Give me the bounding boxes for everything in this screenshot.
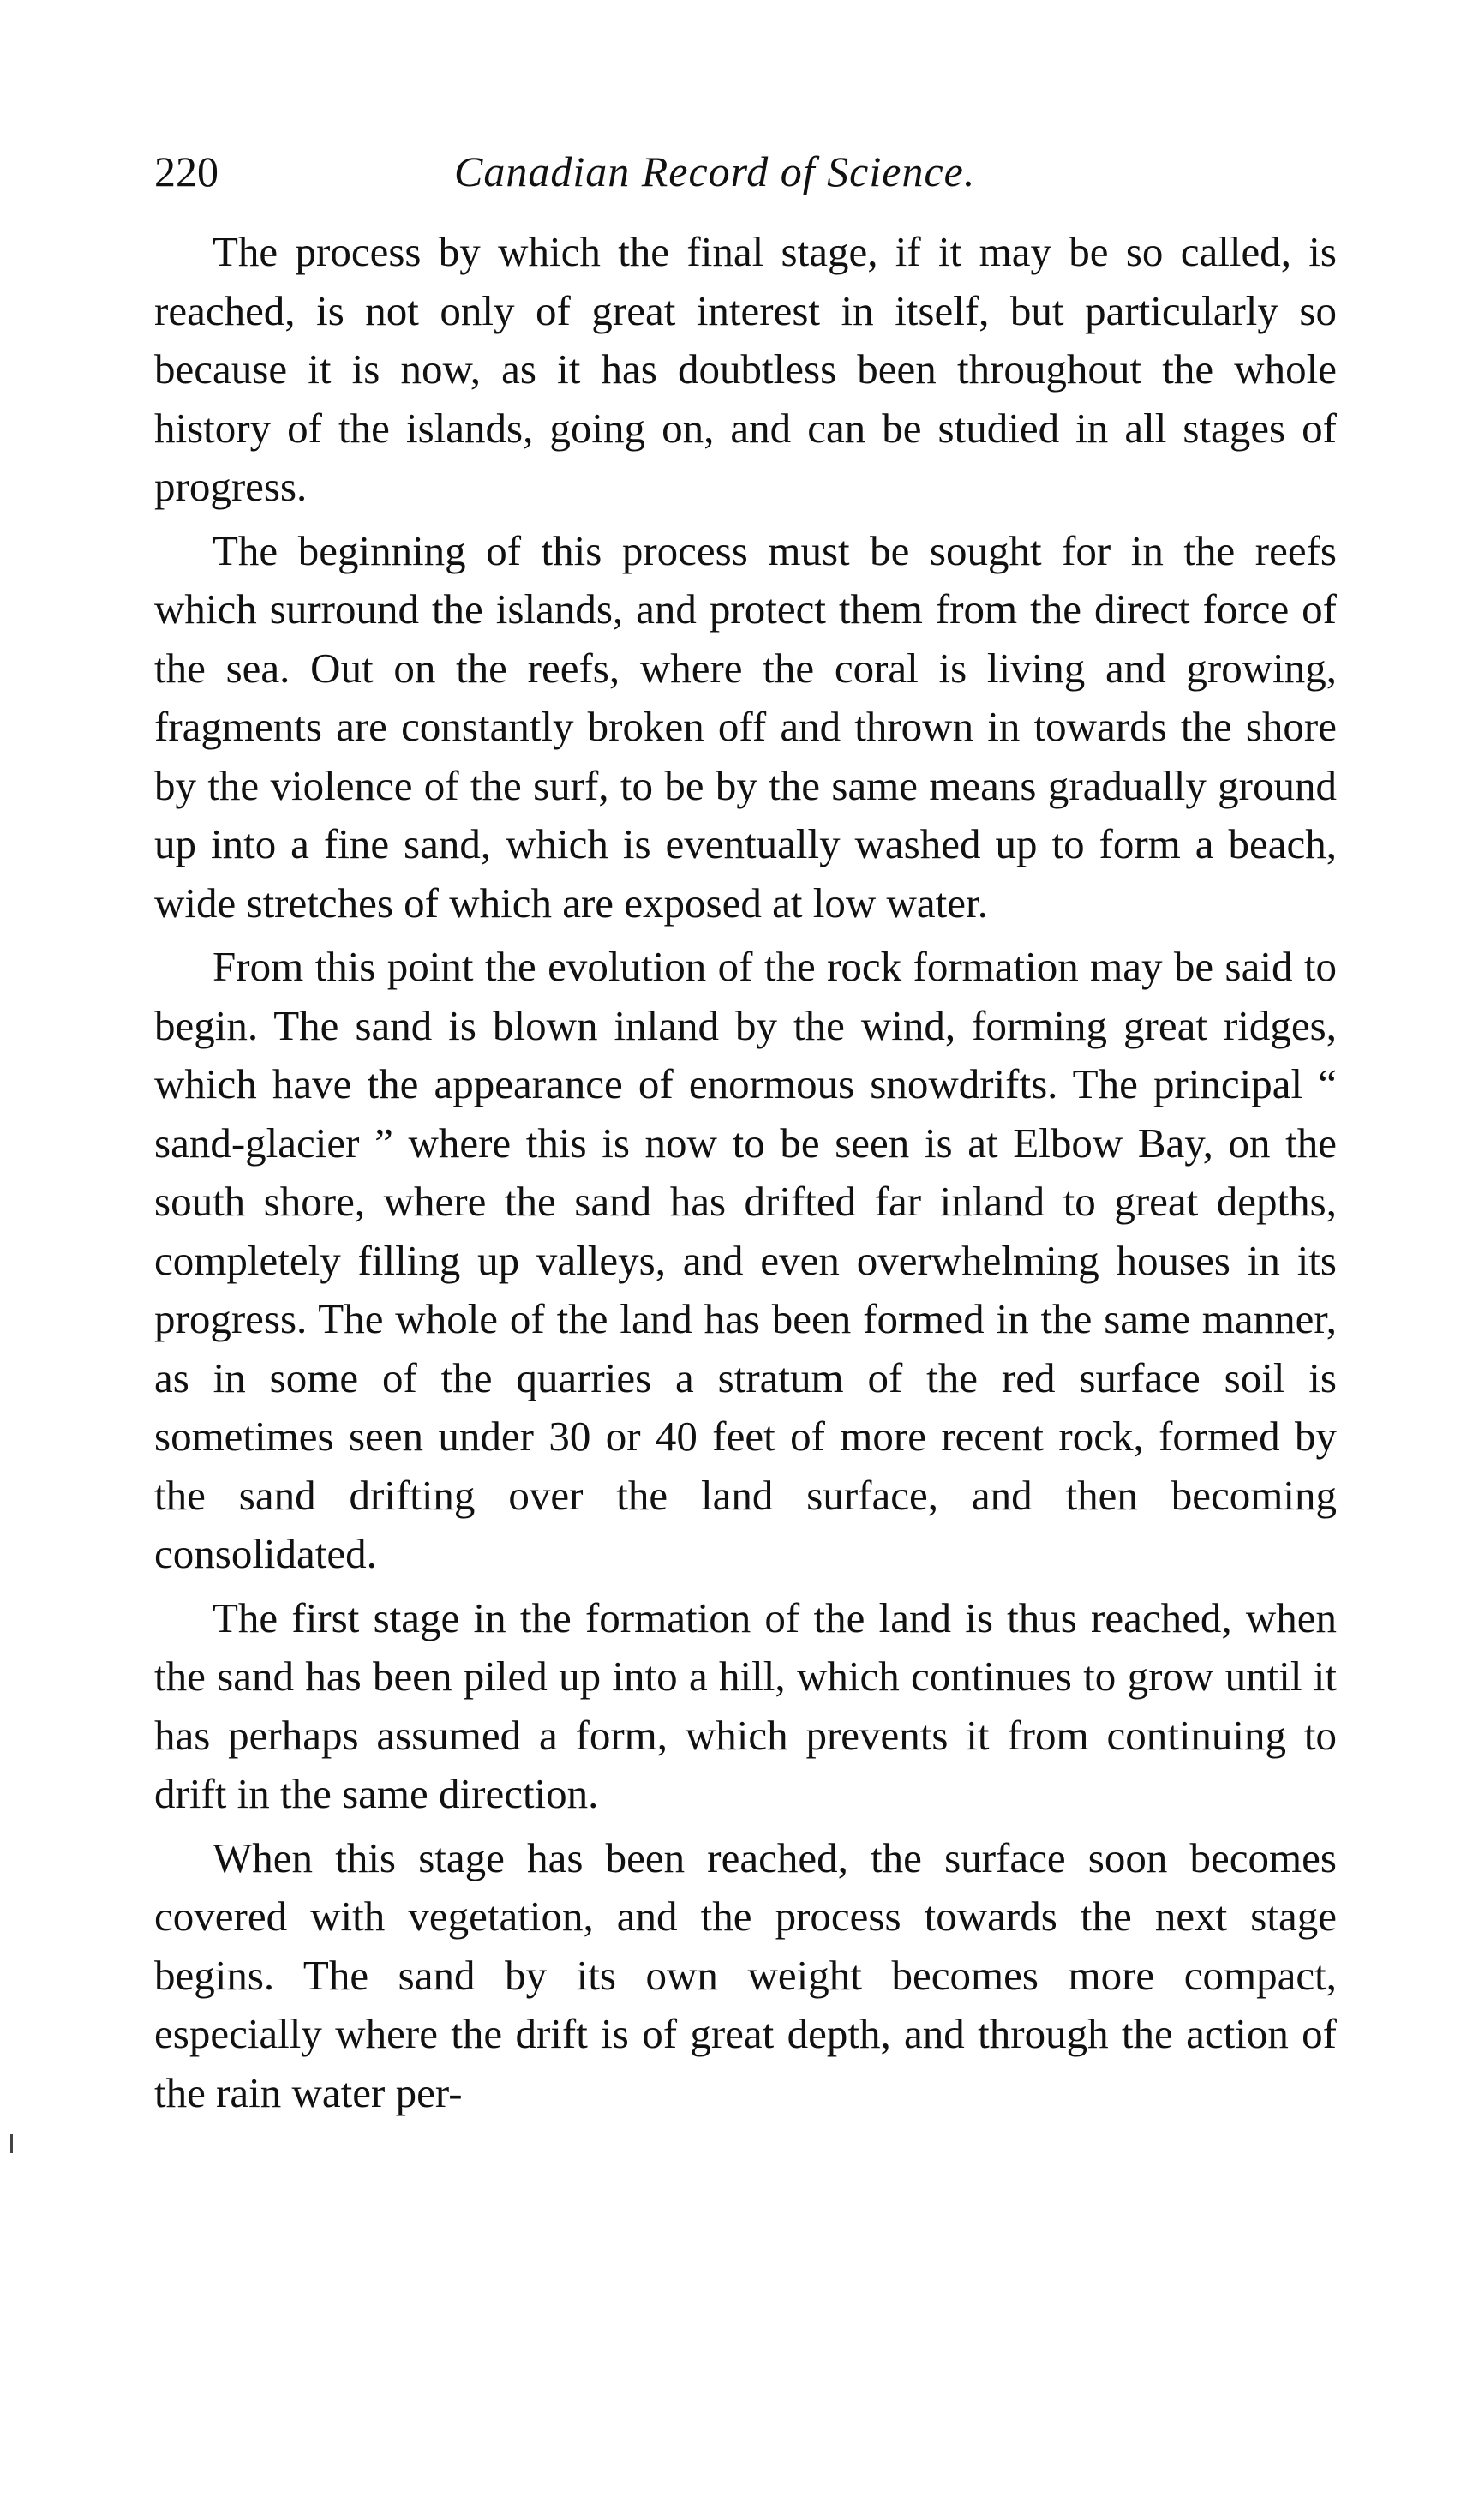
paragraph-sand-glacier: From this point the evolution of the rock formation may be said to begin. The sand is blown inland by the wind, forming great ridges, which have the appearance of enormous snowdrifts. The principal “ sand-glacier ” where this is now to be seen is at Elbow Bay, on the south shore, where the sand has drifted far inland to great depths, completely filling up valleys, and even overwhelming houses in its progress. The whole of the land has been formed in the same manner, as in some of the quarries a stratum of the red surface soil is sometimes seen under 30 or 40 feet of more recent rock, formed by the sand drifting over the land surface, and then becoming consolidated.	[154, 943, 1337, 1577]
body-text	[154, 223, 1337, 2122]
journal-title: Canadian Record of Science.	[454, 147, 976, 195]
paragraph-reefs: The beginning of this process must be sought for in the reefs which surround the islands, and protect them from the direct force of the sea. Out on the reefs, where the coral is living and growing, fragments are constantly broken off and thrown in towards the shore by the violence of the surf, to be by the same means gradually ground up into a fine sand, which is eventually washed up to form a beach, wide stretches of which are exposed at low water.	[154, 526, 1337, 927]
page-number: 220	[154, 147, 219, 195]
paragraph-final-stage: The process by which the final stage, if it may be so called, is reached, is not only of great interest in itself, but particularly so because it is now, as it has doubtless been throughout the whole history of the islands, going on, and can be studied in all stages of progress.	[154, 228, 1337, 510]
paragraph-first-stage: The first stage in the formation of the land is thus reached, when the sand has been piled up into a hill, which continues to grow until it has perhaps assumed a form, which prevents it from continuing to drift in the same direction.	[154, 1593, 1337, 1817]
running-head	[154, 137, 1337, 206]
paragraph-vegetation: When this stage has been reached, the surface soon becomes covered with vegetation, and the process towards the next stage begins. The sand by its own weight becomes more compact, especially where the drift is of great depth, and through the action of the rain water per-	[154, 1833, 1337, 2116]
book-page	[154, 137, 1337, 2127]
margin-mark	[10, 2134, 13, 2153]
